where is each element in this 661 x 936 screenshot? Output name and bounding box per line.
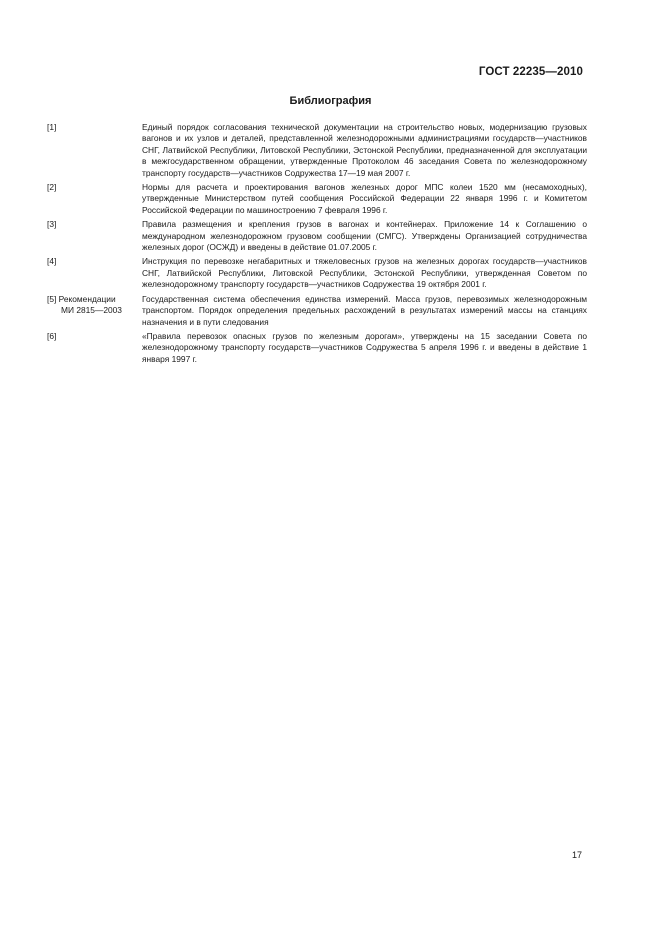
bibliography-entry [47, 182, 587, 216]
entry-reference-label: [4] [47, 256, 57, 267]
entry-reference [47, 219, 142, 253]
entry-reference [47, 256, 142, 290]
entry-reference-designation: МИ 2815—2003 [61, 305, 122, 316]
entry-text: Государственная система обеспечения единства измерений. Масса грузов, перевозимых железнодорожным транспортом. Порядок определения предельных расхождений в результатах измерений массы на станциях назначения и в пути следования [142, 293, 587, 327]
bibliography-list [47, 122, 587, 368]
entry-reference [47, 331, 142, 365]
entry-text: Правила размещения и крепления грузов в вагонах и контейнерах. Приложение 14 к Соглашению о международном железнодорожном грузовом сообщении (СМГС). Утверждены Организацией сотрудничества железных дорог (ОСЖД) и введены в действие 01.07.2005 г. [142, 219, 587, 253]
entry-reference-label: [2] [47, 182, 57, 193]
entry-reference-label: [5] Рекомендации [47, 293, 116, 304]
bibliography-entry [47, 331, 587, 365]
bibliography-entry [47, 294, 587, 328]
entry-text: Инструкция по перевозке негабаритных и тяжеловесных грузов на железных дорогах государств—участников СНГ, Латвийской Республики, Литовской Республики, Эстонской Республики, утвержденная Советом по железнодорожному транспорту государств—участников Содружества 19 октября 2001 г. [142, 256, 587, 290]
page-number: 17 [571, 850, 582, 860]
entry-text: Нормы для расчета и проектирования вагонов железных дорог МПС колеи 1520 мм (несамоходных), утвержденные Министерством путей сообщения Российской Федерации 22 января 1996 г. и Комитетом Российской Федерации по машиностроению 7 февраля 1996 г. [142, 182, 587, 215]
bibliography-entry [47, 256, 587, 290]
entry-text: Единый порядок согласования технической документации на строительство новых, модернизацию грузовых вагонов и их узлов и деталей, представленной железнодорожными администрациями государств—участников СНГ, Латвийской Республики, Литовской Республики, Эстонской Республики, предназначенной для эксплуатации в межгосударственном обращении, утвержденные Протоколом 46 заседания Совета по железнодорожному транспорту государств—участников Содружества 17—19 мая 2007 г. [142, 122, 587, 178]
bibliography-entry [47, 122, 587, 179]
entry-reference [47, 122, 142, 179]
entry-reference [47, 294, 142, 328]
entry-text: «Правила перевозок опасных грузов по железным дорогам», утверждены на 15 заседании Совета по железнодорожному транспорту государств—участников Содружества 5 апреля 1996 г. и введены в действие 1 января 1997 г. [142, 330, 587, 364]
entry-reference-label: [3] [47, 219, 57, 230]
bibliography-title: Библиография [289, 95, 372, 107]
document-code: ГОСТ 22235—2010 [478, 66, 583, 78]
bibliography-entry [47, 219, 587, 253]
entry-reference [47, 182, 142, 216]
entry-reference-label: [1] [47, 122, 57, 132]
entry-reference-label: [6] [47, 330, 57, 341]
